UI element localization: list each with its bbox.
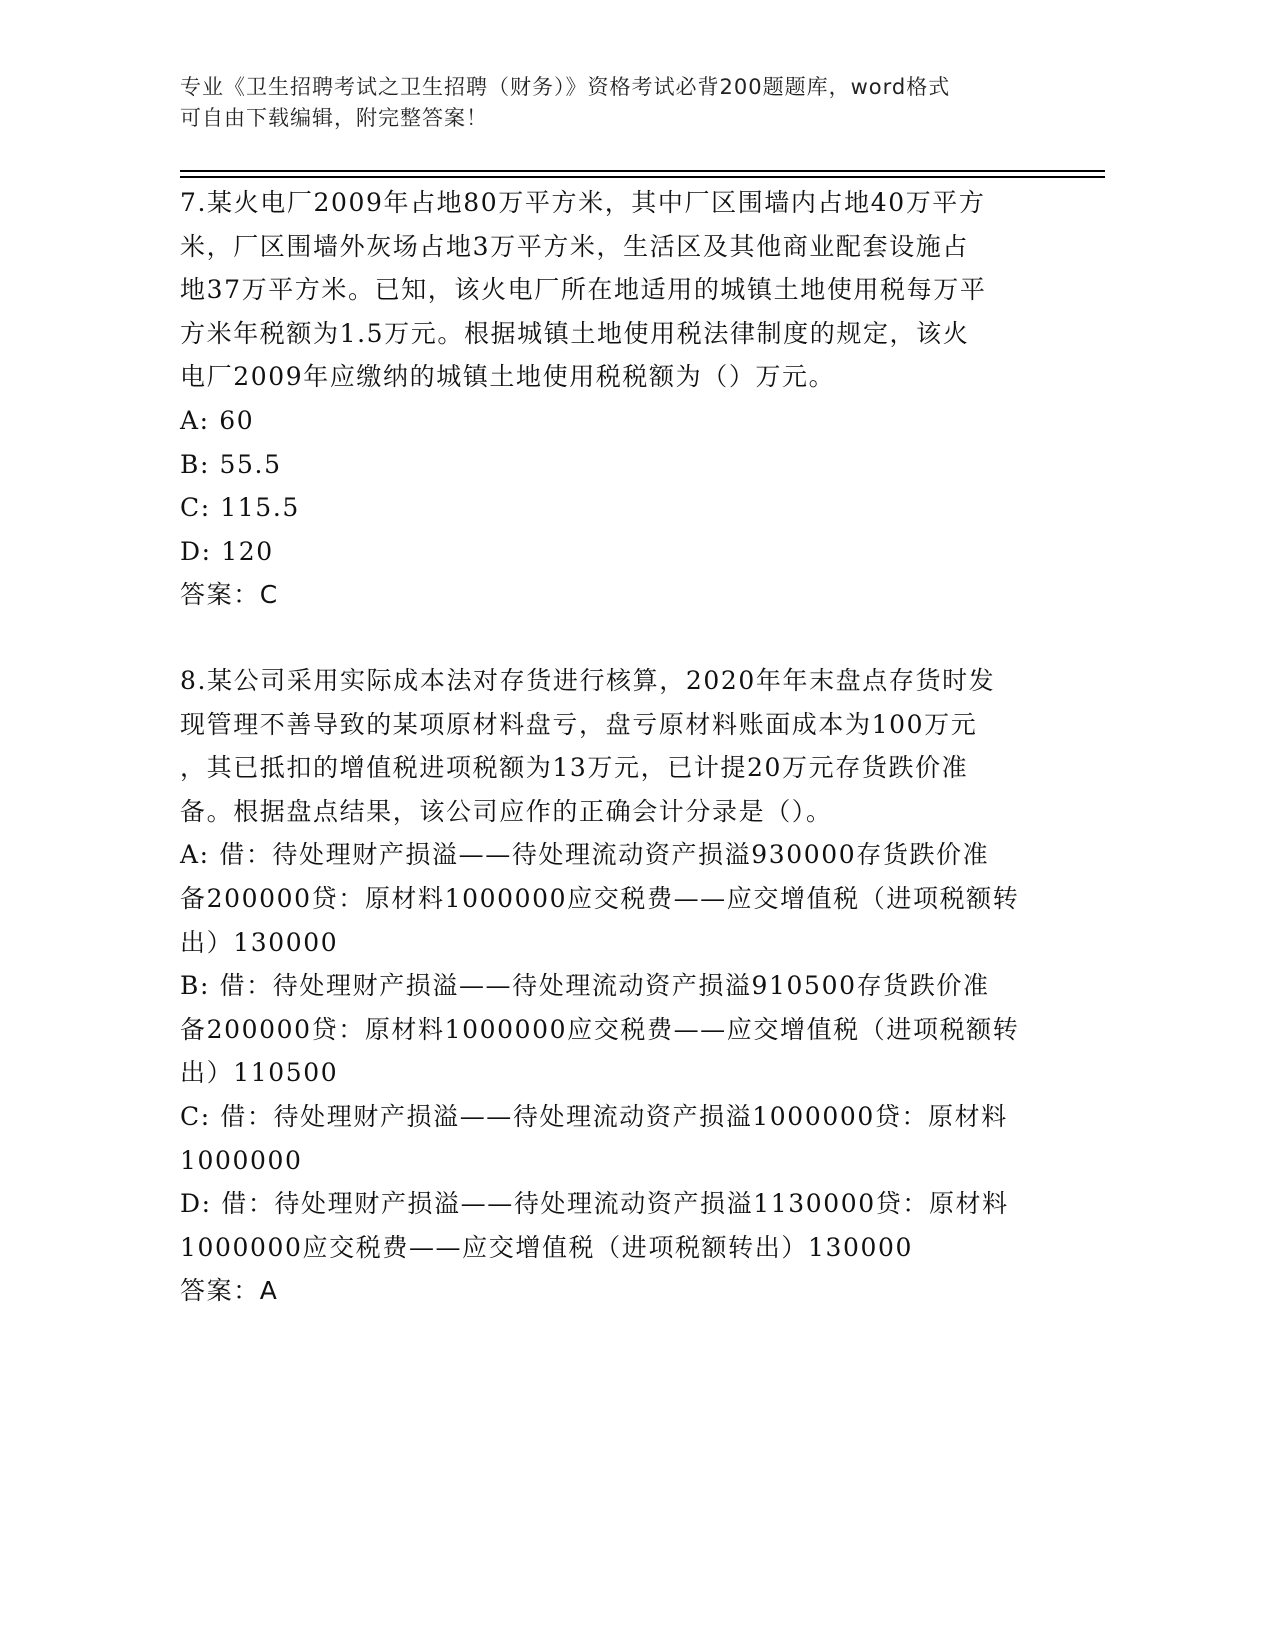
question-stem-line: 电厂2009年应缴纳的城镇土地使用税税额为（）万元。 <box>180 362 836 392</box>
header-line: 专业《卫生招聘考试之卫生招聘（财务）》资格考试必背200题题库，word格式 <box>180 75 951 99</box>
divider <box>180 176 1105 178</box>
divider <box>180 170 1105 172</box>
question-stem-line: 方米年税额为1.5万元。根据城镇土地使用税法律制度的规定，该火 <box>180 318 970 348</box>
question-stem-line: 地37万平方米。已知，该火电厂所在地适用的城镇土地使用税每万平 <box>180 275 987 305</box>
question-stem-line: 7.某火电厂2009年占地80万平方米，其中厂区围墙内占地40万平方 <box>180 188 986 217</box>
option-c-line: 1000000 <box>180 1145 303 1175</box>
answer: 答案：A <box>180 1276 279 1306</box>
option-a-line: 出）130000 <box>180 927 339 957</box>
option-b-line: 备200000贷：原材料1000000应交税费——应交增值税（进项税额转 <box>180 1014 1020 1044</box>
option-a: A: 60 <box>180 405 255 435</box>
option-b-line: B: 借：待处理财产损溢——待处理流动资产损溢910500存货跌价准 <box>180 971 990 1001</box>
option-c: C: 115.5 <box>180 493 300 523</box>
question-stem-line: 8.某公司采用实际成本法对存货进行核算，2020年年末盘点存货时发 <box>180 666 996 695</box>
option-c-line: C: 借：待处理财产损溢——待处理流动资产损溢1000000贷：原材料 <box>180 1101 1008 1131</box>
question-stem-line: 现管理不善导致的某项原材料盘亏，盘亏原材料账面成本为100万元 <box>180 709 978 739</box>
question-stem-line: 备。根据盘点结果，该公司应作的正确会计分录是（）。 <box>180 796 833 826</box>
question-stem-line: 米，厂区围墙外灰场占地3万平方米，生活区及其他商业配套设施占 <box>180 231 969 261</box>
option-b: B: 55.5 <box>180 449 282 479</box>
option-b-line: 出）110500 <box>180 1058 339 1088</box>
question-7 <box>180 181 986 617</box>
option-d-line: 1000000应交税费——应交增值税（进项税额转出）130000 <box>180 1232 913 1262</box>
answer: 答案：C <box>180 580 279 610</box>
question-stem-line: ，其已抵扣的增值税进项税额为13万元，已计提20万元存货跌价准 <box>180 753 969 783</box>
option-d-line: D: 借：待处理财产损溢——待处理流动资产损溢1130000贷：原材料 <box>180 1189 1009 1219</box>
option-a-line: A: 借：待处理财产损溢——待处理流动资产损溢930000存货跌价准 <box>180 840 990 870</box>
document-header <box>180 72 950 134</box>
option-a-line: 备200000贷：原材料1000000应交税费——应交增值税（进项税额转 <box>180 883 1020 913</box>
header-line: 可自由下载编辑，附完整答案！ <box>180 106 488 130</box>
option-d: D: 120 <box>180 536 274 566</box>
question-8 <box>180 659 1019 1313</box>
